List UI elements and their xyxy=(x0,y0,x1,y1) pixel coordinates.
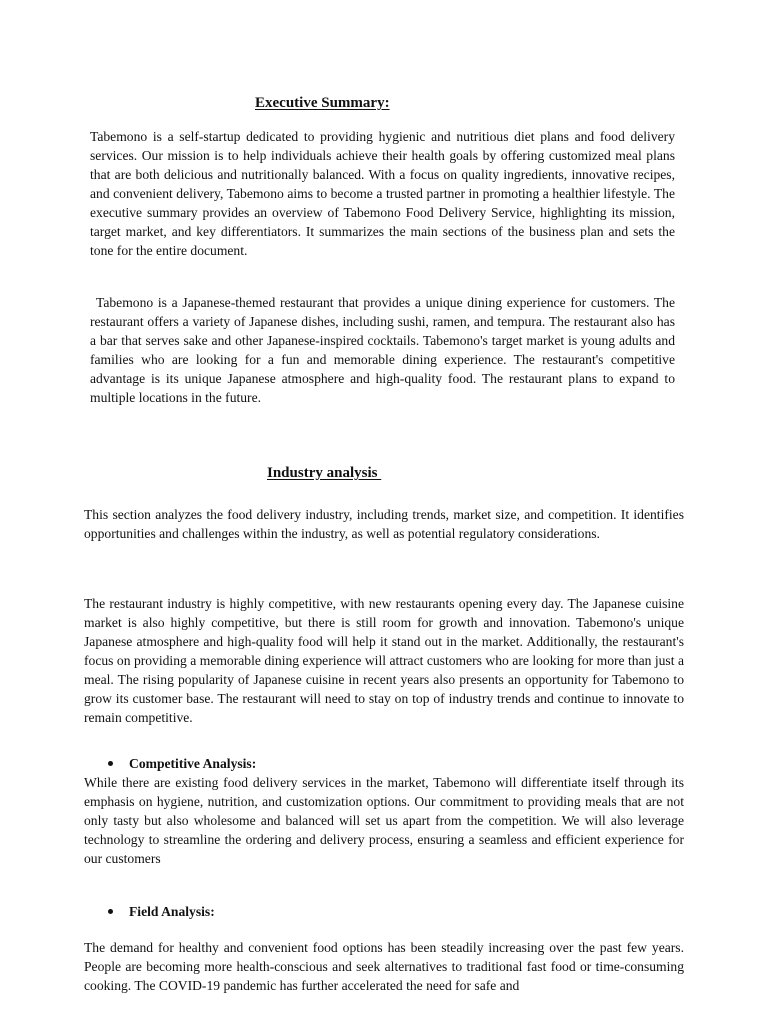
field-analysis-bullet xyxy=(108,902,215,921)
field-analysis-text: The demand for healthy and convenient food options has been steadily increasing over the past few years. People are becoming more health-conscious and seek alternatives to traditional fast food or time-consuming cooking. The COVID-19 pandemic has further accelerated the need for safe and xyxy=(84,940,684,993)
field-analysis-label: Field Analysis: xyxy=(129,904,215,919)
competitive-analysis-label: Competitive Analysis: xyxy=(129,756,257,771)
executive-summary-paragraph-2: Tabemono is a Japanese-themed restaurant that provides a unique dining experience for customers. The restaurant offers a variety of Japanese dishes, including sushi, ramen, and tempura. The restaurant also has a bar that serves sake and other Japanese-inspired cocktails. Tabemono's target market is young adults and families who are looking for a fun and memorable dining experience. The restaurant's competitive advantage is its unique Japanese atmosphere and high-quality food. The restaurant plans to expand to multiple locations in the future. xyxy=(90,295,675,405)
executive-summary-paragraph-1: Tabemono is a self-startup dedicated to providing hygienic and nutritious diet plans and food delivery services. Our mission is to help individuals achieve their health goals by offering customized meal plans that are both delicious and nutritionally balanced. With a focus on quality ingredients, innovative recipes, and convenient delivery, Tabemono aims to become a trusted partner in promoting a healthier lifestyle. The executive summary provides an overview of Tabemono Food Delivery Service, highlighting its mission, target market, and key differentiators. It summarizes the main sections of the business plan and sets the tone for the entire document. xyxy=(90,129,675,258)
industry-analysis-intro: This section analyzes the food delivery industry, including trends, market size, and competition. It identifies opportunities and challenges within the industry, as well as potential regulatory considerations. xyxy=(84,507,684,541)
industry-analysis-body: The restaurant industry is highly competitive, with new restaurants opening every day. The Japanese cuisine market is also highly competitive, but there is still room for growth and innovation. Tabemono's unique Japanese atmosphere and high-quality food will help it stand out in the market. Additionally, the restaurant's focus on providing a memorable dining experience will attract customers who are looking for more than just a meal. The rising popularity of Japanese cuisine in recent years also presents an opportunity for Tabemono to grow its customer base. The restaurant will need to stay on top of industry trends and continue to innovate to remain competitive. xyxy=(84,596,684,725)
bullet-icon xyxy=(108,909,113,914)
industry-analysis-heading: Industry analysis xyxy=(267,465,382,481)
competitive-analysis-text: While there are existing food delivery services in the market, Tabemono will differentiate itself through its emphasis on hygiene, nutrition, and customization options. Our commitment to providing meals that are not only tasty but also wholesome and balanced will set us apart from the competition. We will also leverage technology to streamline the ordering and delivery process, ensuring a seamless and efficient experience for our customers xyxy=(84,775,684,866)
competitive-analysis-bullet xyxy=(108,754,256,773)
bullet-icon xyxy=(108,761,113,766)
executive-summary-heading: Executive Summary: xyxy=(255,95,390,111)
